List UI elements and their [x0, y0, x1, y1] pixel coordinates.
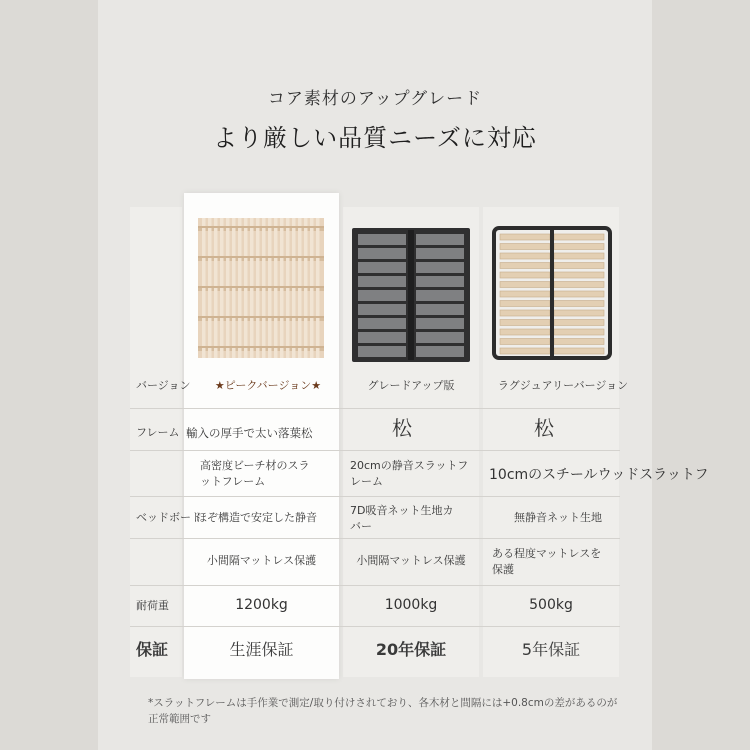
protect-upgrade: 小間隔マットレス保護 — [356, 554, 466, 567]
row-label-frame: フレーム — [136, 426, 180, 439]
frame-upgrade: 松 — [392, 416, 412, 440]
warranty-peak: 生涯保証 — [229, 640, 294, 659]
column-header-luxury: ラグジュアリーバージョン — [497, 379, 629, 392]
row-divider — [130, 585, 620, 586]
peak-slat-frame-image — [198, 218, 324, 358]
row-divider — [130, 538, 620, 539]
frame-luxury: 松 — [534, 416, 554, 440]
section-title: より厳しい品質ニーズに対応 — [213, 124, 537, 152]
slat-peak: 高密度ビーチ材のスラットフレーム — [200, 459, 310, 488]
footnote: *スラットフレームは手作業で測定/取り付けされており、各木材と間隔には+0.8cmの差があるのが正常範囲です — [148, 697, 618, 725]
quiet-luxury: 無静音ネット生地 — [514, 511, 602, 524]
protect-luxury: ある程度マットレスを保護 — [492, 547, 602, 576]
slat-luxury: 10cmのスチールウッドスラットフ — [489, 467, 709, 483]
row-label-warranty: 保証 — [136, 640, 169, 659]
luxury-slat-frame-image — [492, 226, 612, 360]
quiet-upgrade: 7D吸音ネット生地カバー — [350, 504, 454, 533]
row-label-load: 耐荷重 — [136, 599, 169, 612]
row-label-version: バージョン — [136, 379, 191, 392]
quiet-peak: ほぞ構造で安定した静音 — [196, 511, 317, 524]
row-divider — [130, 496, 620, 497]
load-upgrade: 1000kg — [384, 597, 438, 613]
slat-upgrade: 20cmの静音スラットフレーム — [350, 459, 469, 488]
row-divider — [130, 626, 620, 627]
load-luxury: 500kg — [529, 597, 573, 613]
column-header-peak: ★ピークバージョン★ — [214, 379, 322, 392]
upgrade-slat-frame-image — [352, 228, 470, 362]
warranty-upgrade: 20年保証 — [375, 640, 447, 659]
row-label-bed-board: ベッドボード — [136, 511, 202, 524]
protect-peak: 小間隔マットレス保護 — [206, 554, 317, 567]
row-divider — [130, 450, 620, 451]
load-peak: 1200kg — [235, 597, 288, 613]
section-subtitle: コア素材のアップグレード — [267, 89, 483, 109]
warranty-luxury: 5年保証 — [521, 640, 581, 659]
row-divider — [130, 408, 620, 409]
column-header-upgrade: グレードアップ版 — [367, 379, 455, 392]
frame-peak: 輸入の厚手で太い落葉松 — [186, 426, 313, 440]
